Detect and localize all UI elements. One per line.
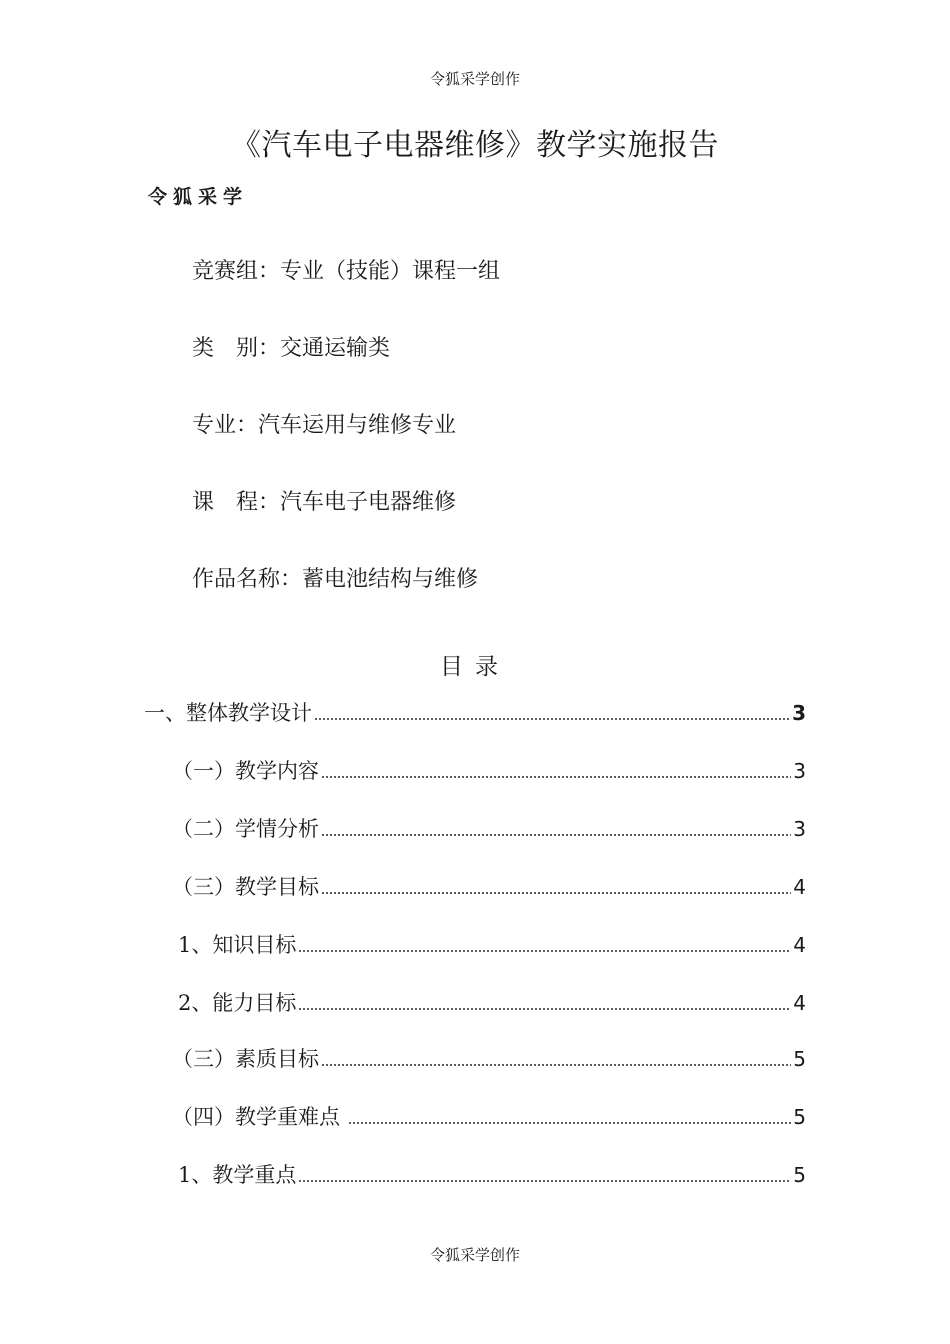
- toc-dot-leader: [298, 949, 791, 953]
- toc-entry[interactable]: [172, 871, 806, 901]
- toc-dot-leader: [348, 1121, 791, 1125]
- page-header: 令狐采学创作: [429, 70, 520, 88]
- toc-title: 目录: [440, 654, 510, 680]
- toc-entry-page: 5: [793, 1105, 806, 1129]
- document-title: 《汽车电子电器维修》教学实施报告: [231, 128, 719, 163]
- toc-entry-label: 一、整体教学设计: [144, 701, 312, 725]
- toc-entry[interactable]: [178, 929, 806, 959]
- toc-dot-leader: [298, 1179, 791, 1183]
- toc-entry-label: （三）素质目标: [172, 1047, 319, 1071]
- toc-entry-label: 1、教学重点: [178, 1163, 297, 1187]
- toc-dot-leader: [321, 891, 791, 895]
- toc-entry-page: 4: [793, 991, 806, 1015]
- toc-entry[interactable]: [178, 1159, 806, 1189]
- toc-entry[interactable]: [172, 1101, 806, 1131]
- toc-entry-page: 4: [793, 875, 806, 899]
- toc-dot-leader: [314, 717, 790, 721]
- toc-entry[interactable]: [144, 697, 806, 727]
- meta-course: 课 程：汽车电子电器维修: [192, 490, 457, 515]
- meta-competition-group: 竞赛组：专业（技能）课程一组: [192, 259, 501, 284]
- toc-dot-leader: [298, 1007, 791, 1011]
- meta-category: 类 别：交通运输类: [192, 336, 391, 361]
- toc-entry[interactable]: [178, 987, 806, 1017]
- page-footer: 令狐采学创作: [429, 1246, 520, 1264]
- toc-entry-label: （四）教学重难点: [172, 1105, 340, 1129]
- toc-entry-page: 5: [793, 1047, 806, 1071]
- toc-entry-label: （三）教学目标: [172, 875, 319, 899]
- toc-entry[interactable]: [172, 1043, 806, 1073]
- toc-entry[interactable]: [172, 755, 806, 785]
- meta-major: 专业：汽车运用与维修专业: [192, 413, 457, 438]
- toc-dot-leader: [321, 775, 791, 779]
- toc-entry-page: 4: [793, 933, 806, 957]
- toc-dot-leader: [321, 1063, 791, 1067]
- toc-entry-page: 3: [793, 759, 806, 783]
- meta-work-name: 作品名称：蓄电池结构与维修: [192, 567, 479, 592]
- toc-entry-label: （一）教学内容: [172, 759, 319, 783]
- toc-entry-page: 3: [792, 701, 806, 725]
- toc-entry-page: 3: [793, 817, 806, 841]
- toc-entry[interactable]: [172, 813, 806, 843]
- toc-entry-label: （二）学情分析: [172, 817, 319, 841]
- toc-entry-label: 2、能力目标: [178, 991, 297, 1015]
- author-name: 令狐采学: [148, 186, 249, 208]
- toc-entry-label: 1、知识目标: [178, 933, 297, 957]
- toc-entry-page: 5: [793, 1163, 806, 1187]
- toc-dot-leader: [321, 833, 791, 837]
